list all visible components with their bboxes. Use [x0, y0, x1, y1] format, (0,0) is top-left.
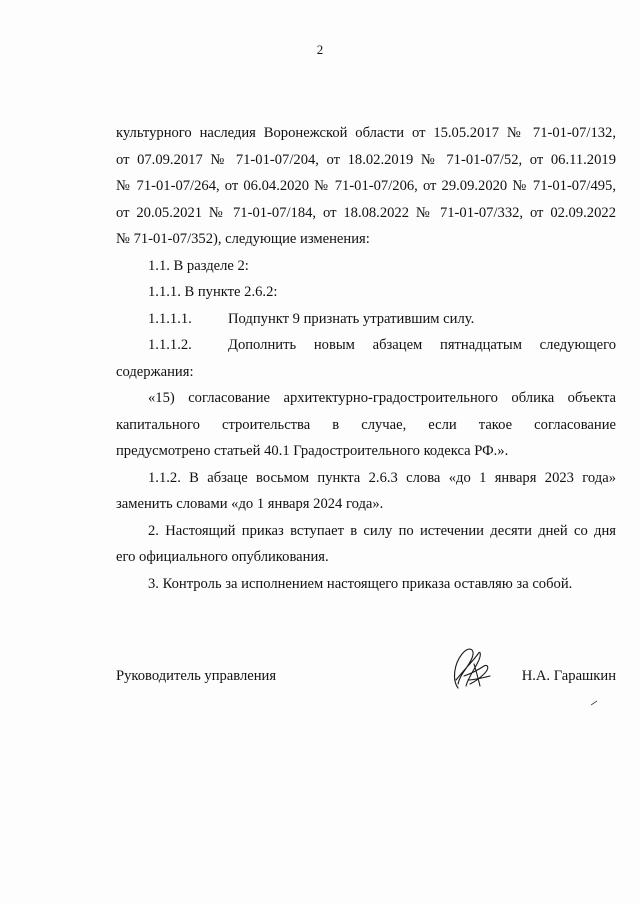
clause-1-1-1-2-number: 1.1.1.2. [148, 337, 192, 353]
clause-1-1-2-line-1: 1.1.2. В абзаце восьмом пункта 2.6.3 слова «до 1 января 2023 года» [148, 469, 616, 486]
scan-speck-mark [590, 700, 598, 706]
quote-line-1: «15) согласование архитектурно-градостроительного облика объекта [148, 390, 616, 406]
clause-1-1-1-2-text: Дополнить новым абзацем пятнадцатым следующего [228, 337, 616, 353]
clause-2-line-1: 2. Настоящий приказ вступает в силу по истечении десяти дней со дня [148, 522, 616, 539]
intro-line-1: культурного наследия Воронежской области от 15.05.2017 № 71-01-07/132, [116, 125, 616, 141]
clause-1-1-2-line-2: заменить словами «до 1 января 2024 года». [116, 496, 384, 512]
clause-3: 3. Контроль за исполнением настоящего приказа оставляю за собой. [148, 575, 573, 592]
clause-1-1-1-2 [116, 332, 616, 359]
clause-1-1-1-1-text: Подпункт 9 признать утратившим силу. [228, 310, 475, 327]
quote-line-2: капитального строительства в случае, если такое согласование [116, 416, 616, 433]
handwritten-signature [438, 640, 498, 700]
clause-1-1: 1.1. В разделе 2: [148, 257, 249, 274]
intro-line-3: № 71-01-07/264, от 06.04.2020 № 71-01-07/206, от 29.09.2020 № 71-01-07/495, [116, 178, 616, 194]
clause-1-1-1-1 [116, 306, 616, 333]
clause-2-line-2: его официального опубликования. [116, 549, 329, 565]
intro-line-5: № 71-01-07/352), следующие изменения: [116, 231, 370, 247]
clause-1-1-1: 1.1.1. В пункте 2.6.2: [148, 284, 278, 300]
intro-line-2: от 07.09.2017 № 71-01-07/204, от 18.02.2019 № 71-01-07/52, от 06.11.2019 [116, 151, 616, 168]
intro-line-4: от 20.05.2021 № 71-01-07/184, от 18.08.2022 № 71-01-07/332, от 02.09.2022 [116, 204, 616, 221]
signature-block [116, 668, 616, 698]
signatory-name: Н.А. Гарашкин [521, 668, 616, 684]
clause-1-1-1-2-continuation: содержания: [116, 363, 194, 380]
page-number: 2 [316, 42, 324, 57]
signatory-position: Руководитель управления [116, 668, 277, 684]
clause-1-1-1-1-number: 1.1.1.1. [148, 310, 192, 327]
quote-line-3: предусмотрено статьей 40.1 Градостроительного кодекса РФ.». [116, 443, 509, 459]
document-body [116, 120, 616, 597]
